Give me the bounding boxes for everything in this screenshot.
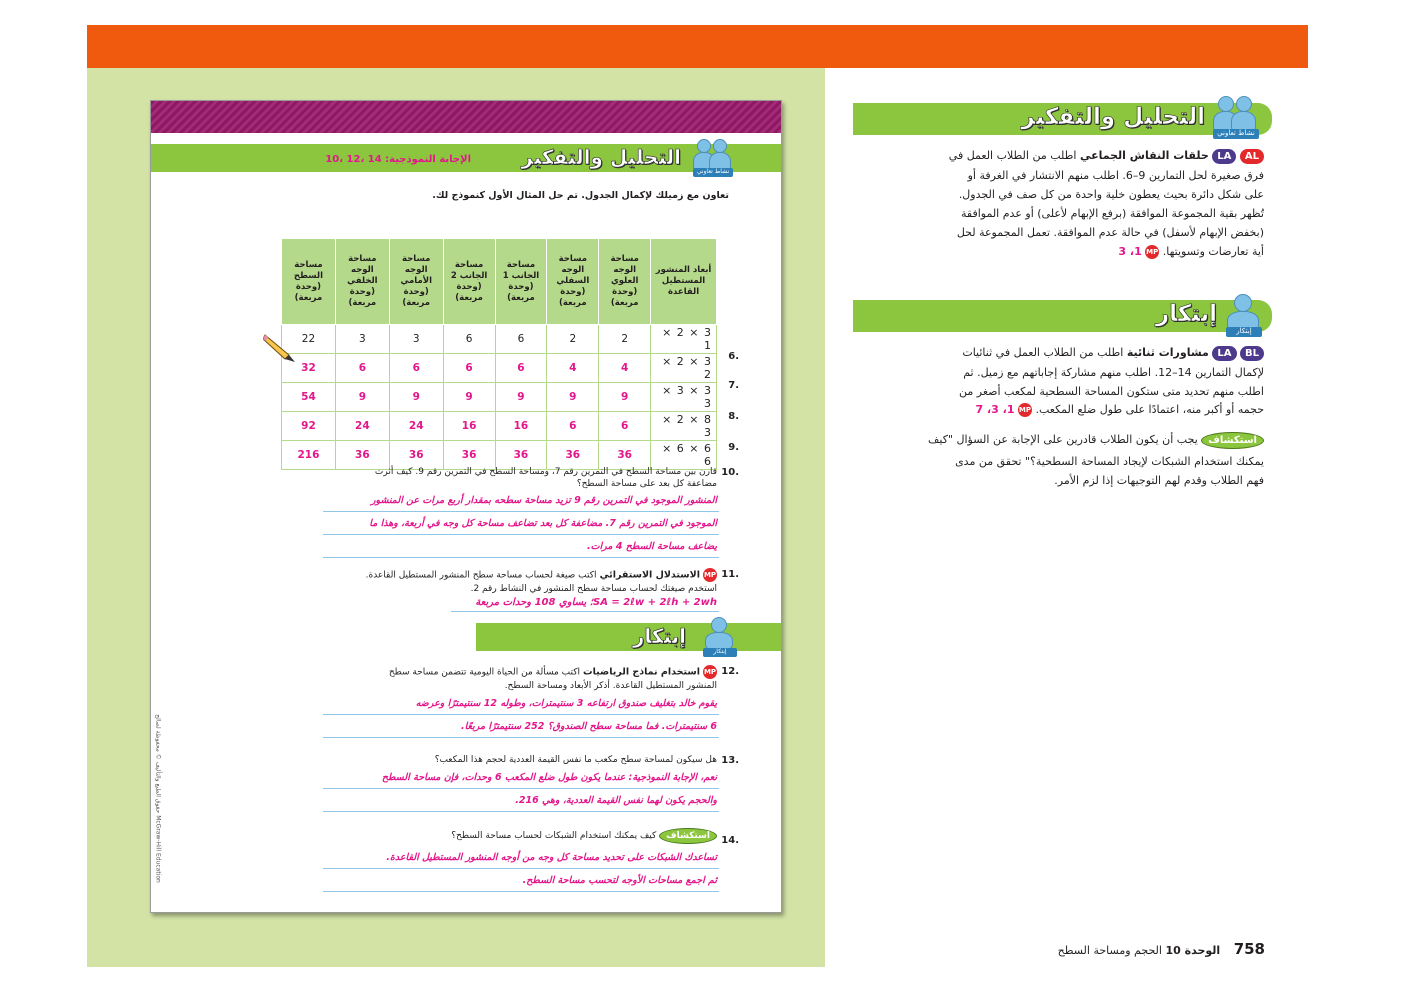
collaboration-icon — [1210, 94, 1266, 140]
practice-refs: 1، 3، 7 — [975, 403, 1015, 416]
section-title: إبتكار — [632, 624, 686, 648]
question-text: مضاعفة كل بعد على مساحة السطح؟ — [576, 479, 717, 489]
cell: 2 — [547, 325, 599, 354]
level-badge: BL — [1240, 346, 1264, 361]
question-number: .10 — [721, 467, 739, 478]
header-top: مساحة الوجه العلوي (وحدة مربعة) — [599, 239, 651, 325]
teacher-text: اطلب من الطلاب العمل في ثنائيات — [962, 346, 1124, 359]
teacher-text: فهم الطلاب وقدم لهم التوجيهات إذا لزم الأمر. — [1054, 474, 1264, 487]
teacher-text: يمكنك استخدام الشبكات لإيجاد المساحة السطحية؟" تحقق من مدى — [955, 455, 1264, 468]
header-bottom: مساحة الوجه السفلي (وحدة مربعة) — [547, 239, 599, 325]
table-row — [282, 412, 717, 441]
cell: 6 — [599, 412, 651, 441]
answer-text: نعم، الإجابة النموذجية: عندما يكون طول ضلع المكعب 6 وحدات، فإن مساحة السطح — [381, 772, 717, 783]
question-label-row — [366, 568, 717, 582]
header-dims: أبعاد المنشور المستطيل القاعدة — [651, 239, 717, 325]
cell: 216 — [282, 441, 336, 470]
header-side2: مساحة الجانب 2 (وحدة مربعة) — [443, 239, 495, 325]
creative-icon — [699, 615, 741, 657]
teacher-section-title: التحليل والتفكير — [1021, 104, 1205, 130]
cell-dims: 8 × 2 × 3 — [651, 412, 717, 441]
question-text: قارن بين مساحة السطح في التمرين رقم 7، ومساحة السطح في التمرين رقم 9. كيف أثرت — [374, 467, 717, 477]
question-number: .12 — [721, 666, 739, 677]
cell: 22 — [282, 325, 336, 354]
cell: 6 — [495, 325, 547, 354]
teacher-text: لإكمال التمارين 14–12. اطلب منهم مشاركة إجاباتهم مع زميل. ثم — [963, 366, 1264, 379]
activity-heading: حلقات النقاش الجماعي — [1079, 149, 1209, 162]
copyright-wrapper — [152, 701, 164, 901]
cell: 24 — [389, 412, 443, 441]
answer-line — [323, 891, 719, 892]
teacher-text: يجب أن يكون الطلاب قادرين على الإجابة عن السؤال "كيف — [928, 433, 1198, 446]
teacher-text-row — [1118, 245, 1264, 259]
answer-text: الموجود في التمرين رقم 7. مضاعفة كل بعد تضاعف مساحة كل وجه في أربعة، وهذا ما — [369, 518, 717, 529]
answer-line — [323, 557, 719, 558]
cell: 6 — [443, 325, 495, 354]
row-number: .9 — [728, 442, 739, 453]
cell: 36 — [443, 441, 495, 470]
unit-topic: الحجم ومساحة السطح — [1057, 944, 1162, 957]
answer-line — [323, 534, 719, 535]
explore-badge: استكشاف — [1201, 432, 1264, 449]
cell: 4 — [547, 354, 599, 383]
header-back: مساحة الوجه الخلفي (وحدة مربعة) — [335, 239, 389, 325]
surface-area-table — [281, 238, 717, 470]
table-row — [282, 441, 717, 470]
cell: 6 — [335, 354, 389, 383]
cell: 6 — [443, 354, 495, 383]
level-badge: AL — [1240, 149, 1264, 164]
cell: 36 — [495, 441, 547, 470]
unit-label: الوحدة 10 — [1165, 944, 1221, 957]
page-number: 758 — [1233, 940, 1265, 958]
collaboration-icon — [691, 137, 741, 177]
instruction-text: تعاون مع زميلك لإكمال الجدول. تم حل المثال الأول كنموذج لك. — [432, 190, 729, 201]
question-number: .14 — [721, 835, 739, 846]
teacher-para-line — [949, 149, 1264, 164]
pencil-icon — [263, 333, 297, 363]
teacher-text: تُظهر بقية المجموعة الموافقة (برفع الإبهام لأعلى) أو عدم الموافقة — [961, 207, 1264, 220]
practice-icon: MP — [1018, 403, 1032, 417]
cell: 4 — [599, 354, 651, 383]
cell: 54 — [282, 383, 336, 412]
cell: 9 — [547, 383, 599, 412]
cell: 3 — [335, 325, 389, 354]
table-row — [282, 325, 717, 354]
activity-heading: مشاورات ثنائية — [1126, 346, 1209, 359]
collaboration-tag: نشاط تعاوني — [1213, 129, 1259, 139]
creative-tag: إبتكار — [703, 648, 737, 657]
practice-icon: MP — [703, 665, 717, 679]
teacher-text: أية تعارضات وتسويتها. — [1162, 245, 1264, 258]
copyright-text: McGraw-Hill Education حقوق الطبع والتأليف © محفوظة لصالح — [154, 714, 162, 883]
cell: 6 — [389, 354, 443, 383]
cell: 2 — [599, 325, 651, 354]
teacher-text: اطلب من الطلاب العمل في — [948, 149, 1077, 162]
answer-line — [323, 511, 719, 512]
model-answer: الإجابة النموذجية: 14 ،12 ،10 — [325, 154, 471, 165]
teacher-text: حجمه أو أكبر منه، اعتمادًا على طول ضلع المكعب. — [1035, 403, 1264, 416]
answer-text: ثم اجمع مساحات الأوجه لتحسب مساحة السطح. — [522, 875, 717, 886]
practice-icon: MP — [1145, 245, 1159, 259]
cell: 24 — [335, 412, 389, 441]
cell: 32 — [282, 354, 336, 383]
answer-line — [323, 788, 719, 789]
top-banner — [87, 25, 1308, 68]
header-side1: مساحة الجانب 1 (وحدة مربعة) — [495, 239, 547, 325]
answer-line — [323, 714, 719, 715]
page-footer — [1058, 940, 1265, 958]
cell: 3 — [389, 325, 443, 354]
teacher-section-title: إبتكار — [1155, 301, 1217, 327]
cell: 16 — [443, 412, 495, 441]
answer-text: يضاعف مساحة السطح 4 مرات. — [586, 541, 717, 552]
question-label: الاستدلال الاستقرائي — [599, 569, 700, 581]
question-text: المنشور المستطيل القاعدة. أذكر الأبعاد ومساحة السطح. — [504, 681, 717, 691]
question-text: كيف يمكنك استخدام الشبكات لحساب مساحة السطح؟ — [451, 831, 657, 841]
answer-line — [451, 611, 719, 612]
collaboration-tag: نشاط تعاوني — [693, 168, 733, 177]
row-number: .6 — [728, 351, 739, 362]
cell: 36 — [335, 441, 389, 470]
answer-text: SA = 2ℓw + 2ℓh + 2wh؛ يساوي 108 وحدات مربعة — [475, 597, 717, 608]
explore-badge: استكشاف — [659, 828, 717, 844]
cell-dims: 3 × 2 × 2 — [651, 354, 717, 383]
answer-line — [323, 737, 719, 738]
question-text: اكتب صيغة لحساب مساحة سطح المنشور المستطيل القاعدة. — [365, 570, 597, 581]
answer-line — [323, 868, 719, 869]
teacher-text: (بخفض الإبهام لأسفل) في حالة عدم الموافقة. تعمل المجموعة لحل — [956, 226, 1264, 239]
row-number: .8 — [728, 411, 739, 422]
level-badge: LA — [1212, 149, 1236, 164]
table-row — [282, 354, 717, 383]
cell: 9 — [599, 383, 651, 412]
cell: 36 — [547, 441, 599, 470]
cell: 9 — [495, 383, 547, 412]
question-number: .13 — [721, 755, 739, 766]
student-page — [150, 100, 782, 913]
practice-icon: MP — [703, 568, 717, 582]
teacher-text-row — [975, 403, 1264, 417]
question-label: استخدام نماذج الرياضيات — [583, 666, 700, 678]
question-text: اكتب مسألة من الحياة اليومية تتضمن مساحة سطح — [388, 667, 581, 678]
teacher-para-line — [962, 346, 1264, 361]
answer-line — [323, 811, 719, 812]
cell: 36 — [389, 441, 443, 470]
header-front: مساحة الوجه الأمامي (وحدة مربعة) — [389, 239, 443, 325]
cell: 6 — [495, 354, 547, 383]
table-row — [282, 383, 717, 412]
cell: 16 — [495, 412, 547, 441]
question-label-row — [389, 665, 717, 679]
section-title: التحليل والتفكير — [521, 145, 681, 169]
cell: 9 — [389, 383, 443, 412]
cell-dims: 3 × 3 × 3 — [651, 383, 717, 412]
cell: 36 — [599, 441, 651, 470]
question-text: استخدم صيغتك لحساب مساحة سطح المنشور في النشاط رقم 2. — [470, 584, 717, 594]
explore-row — [928, 432, 1264, 449]
page-stripe — [151, 101, 781, 133]
cell-dims: 3 × 2 × 1 — [651, 325, 717, 354]
answer-text: تساعدك الشبكات على تحديد مساحة كل وجه من أوجه المنشور المستطيل القاعدة. — [386, 852, 717, 863]
cell: 92 — [282, 412, 336, 441]
cell: 9 — [335, 383, 389, 412]
answer-text: المنشور الموجود في التمرين رقم 9 تزيد مساحة سطحه بمقدار أربع مرات عن المنشور — [370, 495, 717, 506]
row-number: .7 — [728, 380, 739, 391]
practice-refs: 1، 3 — [1118, 245, 1142, 258]
level-badge: LA — [1212, 346, 1236, 361]
teacher-text: فرق صغيرة لحل التمارين 9–6. اطلب منهم الانتشار في الغرفة أو — [967, 169, 1264, 182]
cell: 6 — [547, 412, 599, 441]
teacher-text: اطلب منهم تحديد متى ستكون المساحة السطحية لمكعب أصغر من — [959, 385, 1264, 398]
question-label-row — [451, 828, 717, 844]
question-text: هل سيكون لمساحة سطح مكعب ما نفس القيمة العددية لحجم هذا المكعب؟ — [434, 755, 717, 765]
creative-tag: إبتكار — [1226, 327, 1262, 337]
answer-text: 6 سنتيمترات. فما مساحة سطح الصندوق؟ 252 سنتيمترًا مربعًا. — [460, 721, 717, 732]
teacher-text: على شكل دائرة بحيث يعطون خلية واحدة من كل صف في الجدول. — [958, 188, 1264, 201]
header-surface: مساحة السطح (وحدة مربعة) — [282, 239, 336, 325]
cell: 9 — [443, 383, 495, 412]
cell-dims: 6 × 6 × 6 — [651, 441, 717, 470]
answer-text: يقوم خالد بتغليف صندوق ارتفاعه 3 سنتيمترات، وطوله 12 سنتيمترًا وعرضه — [415, 698, 717, 709]
answer-text: والحجم يكون لهما نفس القيمة العددية، وهي 216. — [515, 795, 717, 806]
creative-icon — [1222, 292, 1266, 338]
question-number: .11 — [721, 569, 739, 580]
